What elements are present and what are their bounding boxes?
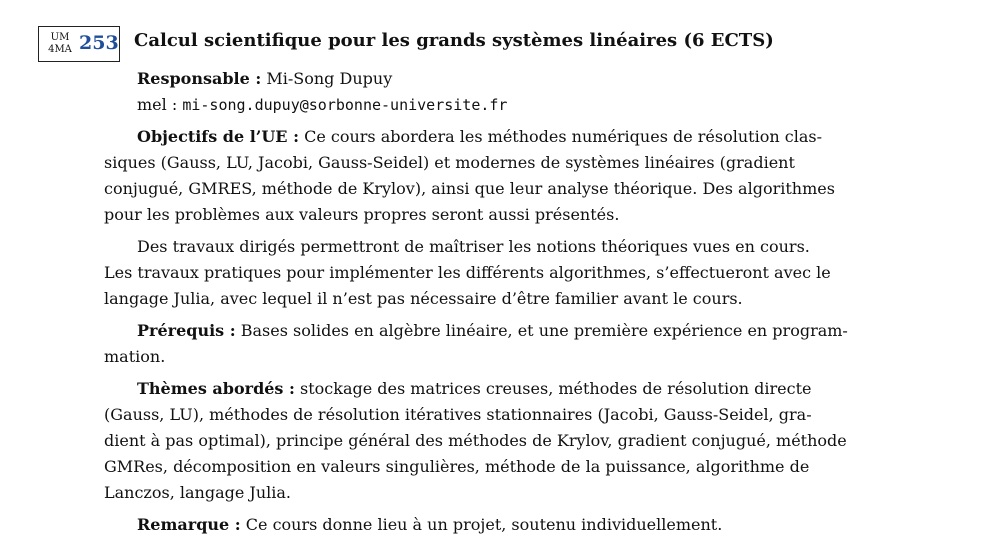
course-codes (45, 32, 75, 56)
objectifs-label: Objectifs de l’UE : (137, 127, 299, 146)
email-label: mel : (137, 95, 178, 114)
paragraph-line: siques (Gauss, LU, Jacobi, Gauss-Seidel) et modernes de systèmes linéaires (gradient (104, 153, 795, 172)
paragraph-line: Lanczos, langage Julia. (104, 483, 291, 502)
remarque-paragraph (104, 512, 922, 538)
paragraph-line: dient à pas optimal), principe général des méthodes de Krylov, gradient conjugué, méthode (104, 431, 847, 450)
travaux-paragraph (104, 234, 922, 312)
paragraph-text: Ce cours donne lieu à un projet, soutenu individuellement. (240, 515, 723, 534)
paragraph-line (104, 512, 922, 538)
objectifs-paragraph (104, 124, 922, 228)
paragraph-line: Les travaux pratiques pour implémenter les différents algorithmes, s’effectueront avec le (104, 263, 831, 282)
prerequis-paragraph (104, 318, 922, 370)
responsable-block (104, 66, 922, 118)
themes-label: Thèmes abordés : (137, 379, 295, 398)
responsable-name: Mi-Song Dupuy (266, 69, 393, 88)
course-description (104, 66, 922, 544)
responsable-line (104, 66, 922, 92)
paragraph-line: Des travaux dirigés permettront de maîtriser les notions théoriques vues en cours. (137, 237, 810, 256)
remarque-label: Remarque : (137, 515, 241, 534)
paragraph-line (104, 376, 922, 402)
email-address[interactable]: mi-song.dupuy@sorbonne-universite.fr (182, 96, 508, 114)
paragraph-line: pour les problèmes aux valeurs propres seront aussi présentés. (104, 205, 620, 224)
code-bottom: 4MA (48, 44, 72, 55)
paragraph-line: (Gauss, LU), méthodes de résolution itératives stationnaires (Jacobi, Gauss-Seidel, gra- (104, 405, 812, 424)
course-title: Calcul scientifique pour les grands systèmes linéaires (6 ECTS) (134, 30, 774, 51)
paragraph-text: Ce cours abordera les méthodes numériques de résolution clas- (298, 127, 822, 146)
paragraph-line: conjugué, GMRES, méthode de Krylov), ainsi que leur analyse théorique. Des algorithmes (104, 179, 835, 198)
code-top: UM (50, 32, 70, 43)
responsable-label: Responsable : (137, 69, 262, 88)
course-number: 253 (79, 32, 119, 54)
paragraph-line (104, 124, 922, 150)
paragraph-line: langage Julia, avec lequel il n’est pas nécessaire d’être familier avant le cours. (104, 289, 743, 308)
paragraph-line (104, 318, 922, 344)
course-badge (38, 26, 120, 62)
prerequis-label: Prérequis : (137, 321, 236, 340)
email-line (104, 92, 922, 118)
paragraph-text: Bases solides en algèbre linéaire, et une première expérience en program- (235, 321, 848, 340)
paragraph-line: GMRes, décomposition en valeurs singulières, méthode de la puissance, algorithme de (104, 457, 810, 476)
paragraph-text: stockage des matrices creuses, méthodes de résolution directe (294, 379, 812, 398)
paragraph-line: mation. (104, 347, 166, 366)
themes-paragraph (104, 376, 922, 506)
